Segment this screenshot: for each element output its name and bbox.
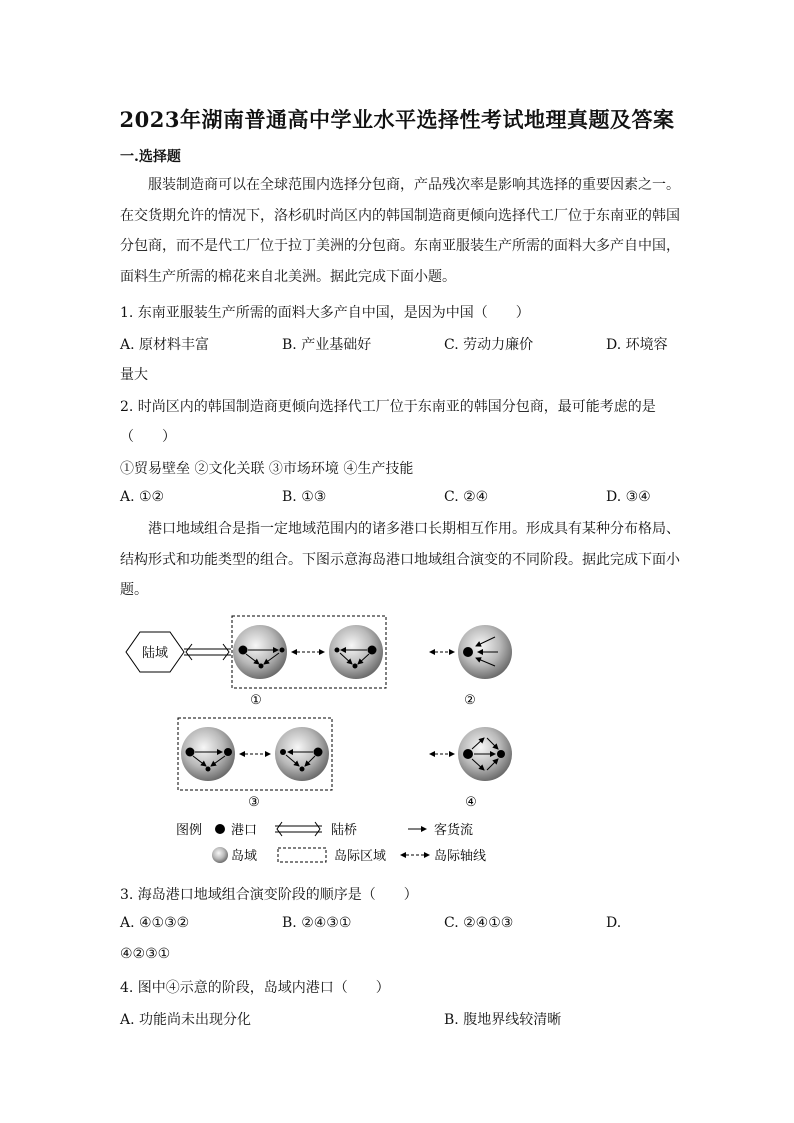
q3-option-a: A. ④①③② <box>120 915 190 931</box>
q2-items: ①贸易壁垒 ②文化关联 ③市场环境 ④生产技能 <box>120 461 414 477</box>
q1-option-c: C. 劳动力廉价 <box>444 337 534 353</box>
legend-port: 港口 <box>231 823 258 838</box>
legend-title: 图例 <box>176 823 203 838</box>
legend-axis: 岛际轴线 <box>434 849 487 864</box>
q3-option-b: B. ②④③① <box>282 915 352 931</box>
q3-option-d-cont: ④②③① <box>120 946 171 962</box>
legend-bridge-icon <box>275 822 322 836</box>
legend-flow: 客货流 <box>434 823 474 838</box>
q2-option-a: A. ①② <box>120 489 165 505</box>
land-bridge-icon <box>184 644 231 660</box>
q1-option-d-cont: 量大 <box>120 367 148 383</box>
stage4-island <box>458 727 512 781</box>
stage3-label: ③ <box>248 795 260 810</box>
q4-option-b: B. 腹地界线较清晰 <box>444 1012 562 1028</box>
land-region <box>126 632 184 672</box>
land-label: 陆域 <box>141 645 169 660</box>
stage3-island-left <box>181 727 235 781</box>
question-4-stem: 4. 图中④示意的阶段，岛域内港口（ ） <box>120 980 390 996</box>
legend-bridge: 陆桥 <box>331 823 358 838</box>
legend-island-icon <box>212 847 228 863</box>
question-1-stem: 1. 东南亚服装生产所需的面料大多产自中国，是因为中国（ ） <box>120 305 530 321</box>
legend-port-icon <box>215 824 225 834</box>
legend-region: 岛际区域 <box>334 849 387 864</box>
passage-1: 服装制造商可以在全球范围内选择分包商，产品残次率是影响其选择的重要因素之一。在交货期允许的情况下，洛杉矶时尚区内的韩国制造商更倾向选择代工厂位于东南亚的韩国分包商，而不是代工厂位于拉丁美洲的分包商。东南亚服装生产所需的面料大多产自中国，面料生产所需的棉花来自北美洲。据此完成下面小题。 <box>120 177 680 286</box>
legend-region-icon <box>278 848 326 862</box>
q3-option-d: D. <box>606 915 622 931</box>
q2-paren: （ ） <box>120 429 176 445</box>
q2-option-d: D. ③④ <box>606 489 651 505</box>
stage1-label: ① <box>250 693 262 708</box>
section-heading: 一.选择题 <box>120 149 181 165</box>
q1-option-d: D. 环境容 <box>606 337 668 353</box>
q2-option-b: B. ①③ <box>282 489 327 505</box>
q1-option-b: B. 产业基础好 <box>282 337 372 353</box>
stage3-island-right <box>275 727 329 781</box>
question-3-stem: 3. 海岛港口地域组合演变阶段的顺序是（ ） <box>120 887 418 903</box>
q1-option-a: A. 原材料丰富 <box>120 337 210 353</box>
stage2-label: ② <box>464 693 476 708</box>
q2-option-c: C. ②④ <box>444 489 489 505</box>
stage1-island-left <box>233 625 287 679</box>
passage-2: 港口地域组合是指一定地域范围内的诸多港口长期相互作用。形成具有某种分布格局、结构形式和功能类型的组合。下图示意海岛港口地域组合演变的不同阶段。据此完成下面小题。 <box>120 521 680 599</box>
stage4-label: ④ <box>465 795 477 810</box>
page-title: 2023年湖南普通高中学业水平选择性考试地理真题及答案 <box>119 107 675 132</box>
stage1-island-right <box>329 625 383 679</box>
legend-island: 岛域 <box>231 849 258 864</box>
q3-option-c: C. ②④①③ <box>444 915 514 931</box>
question-2-stem: 2. 时尚区内的韩国制造商更倾向选择代工厂位于东南亚的韩国分包商，最可能考虑的是 <box>120 399 656 415</box>
port-evolution-figure <box>118 608 538 866</box>
stage2-island <box>458 625 512 679</box>
legend <box>176 822 486 864</box>
q4-option-a: A. 功能尚未出现分化 <box>120 1012 252 1028</box>
